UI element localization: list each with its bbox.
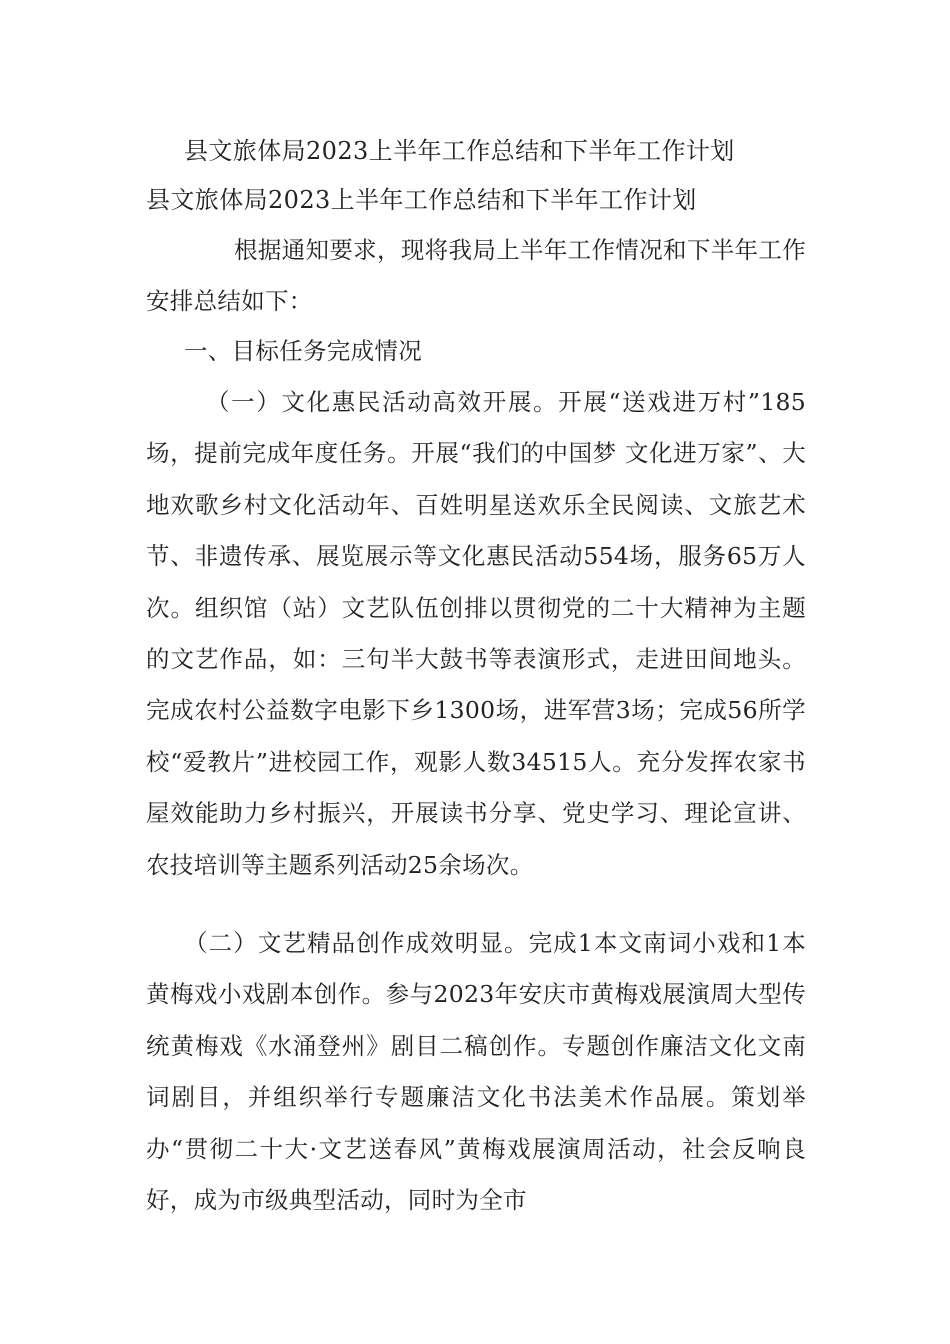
intro-paragraph: 根据通知要求，现将我局上半年工作情况和下半年工作安排总结如下： [146,236,806,316]
document-title: 县文旅体局2023上半年工作总结和下半年工作计划 [184,137,735,165]
paragraph-art-creation: （二）文艺精品创作成效明显。完成1本文南词小戏和1本黄梅戏小戏剧本创作。参与2023年安庆市黄梅戏展演周大型传统黄梅戏《水涌登州》剧目二稿创作。专题创作廉洁文化文南词剧目，并组织举行专题廉洁文化书法美术作品展。策划举办“贯彻二十大·文艺送春风”黄梅戏展演周活动，社会反响良好，成为市级典型活动，同时为全市 [146,929,806,1215]
section-heading: 一、目标任务完成情况 [184,337,422,365]
document-title-repeat: 县文旅体局2023上半年工作总结和下半年工作计划 [146,186,697,214]
paragraph-cultural-activities: （一）文化惠民活动高效开展。开展“送戏进万村”185场，提前完成年度任务。开展“我们的中国梦 文化进万家”、大地欢歌乡村文化活动年、百姓明星送欢乐全民阅读、文旅艺术节、非遗传承、展览展示等文化惠民活动554场，服务65万人次。组织馆（站）文艺队伍创排以贯彻党的二十大精神为主题的文艺作品，如：三句半大鼓书等表演形式，走进田间地头。完成农村公益数字电影下乡1300场，进军营3场；完成56所学校“爱教片”进校园工作，观影人数34515人。充分发挥农家书屋效能助力乡村振兴，开展读书分享、党史学习、理论宣讲、农技培训等主题系列活动25余场次。 [146,388,806,879]
